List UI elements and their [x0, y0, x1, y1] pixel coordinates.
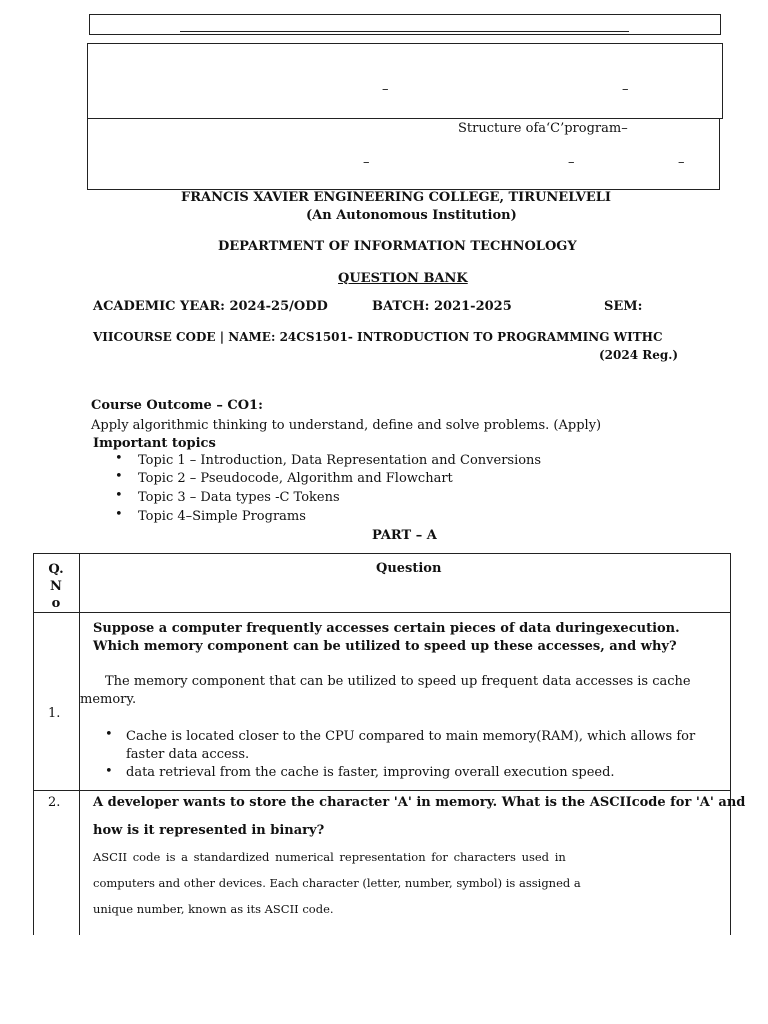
- bullet-icon: •: [115, 507, 123, 522]
- bullet-icon: •: [105, 727, 113, 742]
- college-name: FRANCIS XAVIER ENGINEERING COLLEGE, TIRUNELVELI: [181, 190, 612, 205]
- answer-text: The memory component that can be utilized to speed up frequent data accesses is cache: [105, 674, 691, 689]
- topic-item: Topic 1 – Introduction, Data Representation and Conversions: [138, 453, 542, 468]
- topic-item: Topic 2 – Pseudocode, Algorithm and Flowchart: [138, 471, 453, 486]
- bullet-icon: •: [115, 451, 123, 466]
- table-border: [730, 553, 731, 935]
- bullet-icon: •: [105, 764, 113, 779]
- topic-item: Topic 4–Simple Programs: [138, 509, 306, 524]
- row-number: 1.: [48, 706, 61, 721]
- academic-year: ACADEMIC YEAR: 2024-25/ODD: [93, 299, 328, 314]
- answer-bullet: data retrieval from the cache is faster, improving overall execution speed.: [126, 765, 615, 780]
- question-text: how is it represented in binary?: [93, 823, 325, 838]
- dash-mark: –: [568, 155, 575, 170]
- table-border: [33, 790, 731, 791]
- header-rule: [180, 31, 629, 32]
- batch: BATCH: 2021-2025: [372, 299, 512, 314]
- row-number: 2.: [48, 795, 61, 810]
- dash-mark: –: [622, 82, 629, 97]
- bullet-icon: •: [115, 488, 123, 503]
- question-text: Suppose a computer frequently accesses certain pieces of data duringexecution. Which memory component can be utilized to speed up these accesses, and why?: [93, 621, 680, 654]
- table-border: [33, 612, 731, 613]
- topic-item: Topic 3 – Data types -C Tokens: [138, 490, 340, 505]
- dash-mark: –: [678, 155, 685, 170]
- dash-mark: –: [363, 155, 370, 170]
- doc-title: QUESTION BANK: [338, 271, 468, 286]
- answer-bullet: Cache is located closer to the CPU compared to main memory(RAM), which allows for: [126, 729, 696, 744]
- course-outcome-text: Apply algorithmic thinking to understand, define and solve problems. (Apply): [91, 418, 602, 433]
- table-border: [33, 553, 731, 554]
- dash-mark: –: [382, 82, 389, 97]
- answer-text: ASCII code is a standardized numerical representation for characters used in: [93, 850, 566, 864]
- part-heading: PART – A: [372, 528, 437, 543]
- question-text: A developer wants to store the character 'A' in memory. What is the ASCIIcode for 'A' and: [93, 795, 746, 810]
- regulation: (2024 Reg.): [599, 348, 679, 362]
- structure-text: Structure ofa‘C’program–: [458, 121, 628, 136]
- course-outcome-heading: Course Outcome – CO1:: [91, 398, 263, 413]
- college-subtitle: (An Autonomous Institution): [306, 208, 517, 223]
- semester: SEM:: [604, 299, 643, 314]
- answer-text: unique number, known as its ASCII code.: [93, 902, 334, 916]
- department-title: DEPARTMENT OF INFORMATION TECHNOLOGY: [218, 239, 577, 254]
- course-line: VIICOURSE CODE | NAME: 24CS1501- INTRODUCTION TO PROGRAMMING WITHC: [93, 330, 663, 344]
- topics-heading: Important topics: [93, 436, 216, 451]
- col-question-header: Question: [376, 561, 442, 576]
- answer-text: memory.: [80, 692, 137, 707]
- col-qno-header: Q. N o: [48, 562, 64, 611]
- bullet-icon: •: [115, 469, 123, 484]
- table-border: [79, 553, 80, 935]
- answer-text: computers and other devices. Each character (letter, number, symbol) is assigned a: [93, 876, 581, 890]
- header-box-2: [87, 43, 723, 119]
- answer-bullet-cont: faster data access.: [126, 747, 250, 762]
